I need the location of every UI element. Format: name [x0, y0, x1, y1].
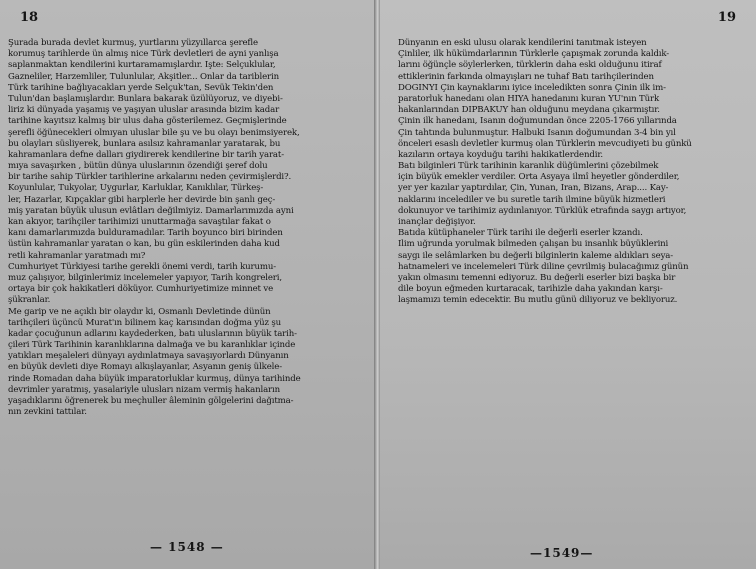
text-line: Çin tahtında bulunmuştur. Halbuki İsanın doğumundan 3-4 bin yıl — [398, 127, 676, 138]
text-line: kazıların ortaya koyduğu tarihi hakikatlerdendir. — [398, 149, 603, 160]
page-number-bottom: — 1548 — — [150, 540, 224, 554]
text-line: yer yer kazılar yaptırdılar, Çin, Yunan, İran, Bizans, Arap.... Kay- — [398, 183, 669, 194]
text-line: paratorluk hanedanı olan HİYA hanedanını kuran YU'nın Türk — [398, 93, 660, 104]
text-line: ler, Hazarlar, Kıpçaklar gibi harplerle her devirde bin şanlı geç- — [8, 194, 276, 205]
right-page-text — [398, 38, 754, 307]
text-line: liriz ki dünyada yaşamış ve yaşıyan uluslar arasında bizim kadar — [8, 105, 280, 116]
text-line: retli kahramanlar yaratmadı mı? — [8, 250, 146, 261]
text-line: kahramanlara defne dalları giydirerek kendilerine bir tarih yarat- — [8, 149, 284, 160]
page-number-bottom: —1549— — [530, 546, 594, 560]
text-line: en büyük devleti diye Romayı alkışlayanlar, Asyanın geniş ülkele- — [8, 362, 282, 373]
text-line: saplanmaktan kendilerini kurtaramamışlardır. İşte: Selçuklular, — [8, 60, 276, 71]
text-line: şerefli öğünecekleri olmıyan uluslar bile şu ve bu olayı benimsiyerek, — [8, 127, 300, 138]
text-line: mıya savaşırken , bütün dünya uluslarının özendiği şeref dolu — [8, 161, 268, 172]
page-number-top: 19 — [717, 10, 736, 25]
text-line: Çinliler, ilk hükümdarlarının Türklerle çapışmak zorunda kaldık- — [398, 49, 670, 60]
text-line: bu olayları süsliyerek, bunlara asılsız kahramanlar yaratarak, bu — [8, 138, 281, 149]
text-line: Gazneliler, Harzemliler, Tulunlular, Akşitler... Onlar da tariblerin — [8, 71, 279, 82]
text-line: Batıda kütüphaneler Türk tarihi ile değerli eserler kzandı. — [398, 228, 643, 239]
text-line: Batı bilginleri Türk tarihinin karanlık düğümlerini çözebilmek — [398, 161, 659, 172]
text-line: İlim uğrunda yorulmak bilmeden çalışan bu insanlık büyüklerini — [398, 239, 669, 250]
text-line: dile boyun eğmeden kurtaracak, tarihizle daha yakından karşı- — [398, 284, 663, 295]
text-line: kanı damarlarımızda bulduramadılar. Tarih boyunco biri birinden — [8, 228, 283, 239]
text-line: miş yaratan büyük ulusun evlâtları değilmiyiz. Damarlarımızda ayni — [8, 205, 294, 216]
text-line: ortaya bir çok hakikatleri döküyor. Cumhuriyetimize minnet ve — [8, 284, 274, 295]
text-line: Dünyanın en eski ulusu olarak kendilerini tanıtmak isteyen — [398, 38, 647, 48]
text-line: hakanlarından DİPBAKUY han olduğunu meydana çıkarmıştır. — [398, 105, 660, 116]
text-line: korumuş tarihlerde ün almış nice Türk devletleri de ayni yanlışa — [8, 49, 279, 60]
text-line: tarihine kayıtsız kalmış bir ulus daha gösterilemez. Geçmişlerinde — [8, 116, 287, 127]
text-line: Koyunlular, Tukyolar, Uygurlar, Karluklar, Kanıklılar, Türkeş- — [8, 183, 264, 194]
text-line: Me garip ve ne açıklı bir olaydır ki, Osmanlı Devletinde dünün — [8, 306, 271, 317]
text-line: yakın olmasını temenni ediyoruz. Bu değerli eserler bizi başka bir — [398, 272, 676, 283]
text-line: Şurada burada devlet kurmuş, yurtlarını yüzyıllarca şerefle — [8, 38, 258, 48]
text-line: Cumhuriyet Türkiyesi tarihe gerekli önemi verdi, tarih kurumu- — [8, 261, 277, 272]
text-line: kadar çocuğunun adlarını kaydederken, batı uluslarının büyük tarih- — [8, 328, 297, 339]
right-page — [380, 0, 756, 569]
left-page — [0, 0, 376, 569]
text-line: naklarını incelediler ve bu suretle tarih ilmine büyük hizmetleri — [398, 194, 666, 205]
page-number-top: 18 — [20, 10, 39, 25]
text-line: dokunuyor ve tarihimiz aydınlanıyor. Türklük etrafında saygı artıyor, — [398, 205, 687, 216]
text-line: için büyük emekler verdiler. Orta Asyaya ilmî heyetler gönderdiler, — [398, 172, 680, 183]
text-line: kan akıyor, tarihçiler tarihimizi unuttarmağa savaştılar fakat o — [8, 217, 271, 227]
text-line: rinde Romadan daha büyük imparatorluklar kurmuş, dünya tarihinde — [8, 373, 301, 384]
text-line: laşmamızı temin edecektir. Bu mutlu günü diliyoruz ve bekliyoruz. — [398, 295, 678, 306]
text-line: yaşadıklarını öğrenerek bu meçhuller âleminin gölgelerini dağıtma- — [8, 396, 294, 406]
left-page-text — [8, 38, 376, 418]
text-line: ettiklerinin farkında olmayışları ne tuhaf Batı tarihçilerinden — [398, 71, 654, 82]
text-line: bir tarihe sahip Türkler tarihlerine arkalarını neden çevirmişlerdi?. — [8, 172, 292, 183]
text-line: yatıkları meşaleleri dünyayı aydınlatmaya savaşıyorlardı Dünyanın — [8, 351, 289, 362]
text-line: önceleri esaslı devletler kurmuş olan Türklerin mevcudiyeti bu günkü — [398, 138, 692, 149]
text-line: üstün kahramanlar yaratan o kan, bu gün eskilerinden daha kud — [8, 239, 280, 250]
text-line: çileri Türk Tarihinin karanlıklarına dalmağa ve bu karanlıklar içinde — [8, 340, 296, 351]
text-line: saygı ile selâmlarken bu değerli bilginlerin kaleme aldıkları seya- — [398, 250, 674, 261]
text-line: Tulun'dan başlamışlardır. Bunlara bakarak üzülüyoruz, ve diyebi- — [8, 93, 283, 104]
text-line: nın zevkini tattılar. — [8, 407, 87, 418]
text-line: inançlar değişiyor. — [398, 217, 476, 227]
text-line: Çinin ilk hanedanı, İsanın doğumundan önce 2205-1766 yıllarında — [398, 116, 677, 127]
text-line: larını öğünçle söylerlerken, türklerin daha eski olduğunu itiraf — [398, 60, 662, 71]
text-line: tarihçileri üçüncü Murat'ın bilinem kaç karısından doğma yüz şu — [8, 317, 282, 328]
text-line: muz çalışıyor, bilginlerimiz incelemeler yapıyor, Tarih kongreleri, — [8, 272, 282, 283]
text-line: Türk tarihine bağlıyacakları yerde Selçuk'tan, Sevük Tekin'den — [8, 82, 274, 93]
text-line: DÖGİNYİ Çin kaynaklarını iyice inceledikten sonra Çinin ilk im- — [398, 82, 666, 93]
text-line: hatnameleri ve incelemeleri Türk diline çevrilmiş bulacağımız günün — [398, 261, 689, 272]
text-line: devrimler yaratmış, yasalariyle ulusları nizam vermiş hakanların — [8, 384, 280, 395]
text-line: şükranlar. — [8, 295, 51, 306]
